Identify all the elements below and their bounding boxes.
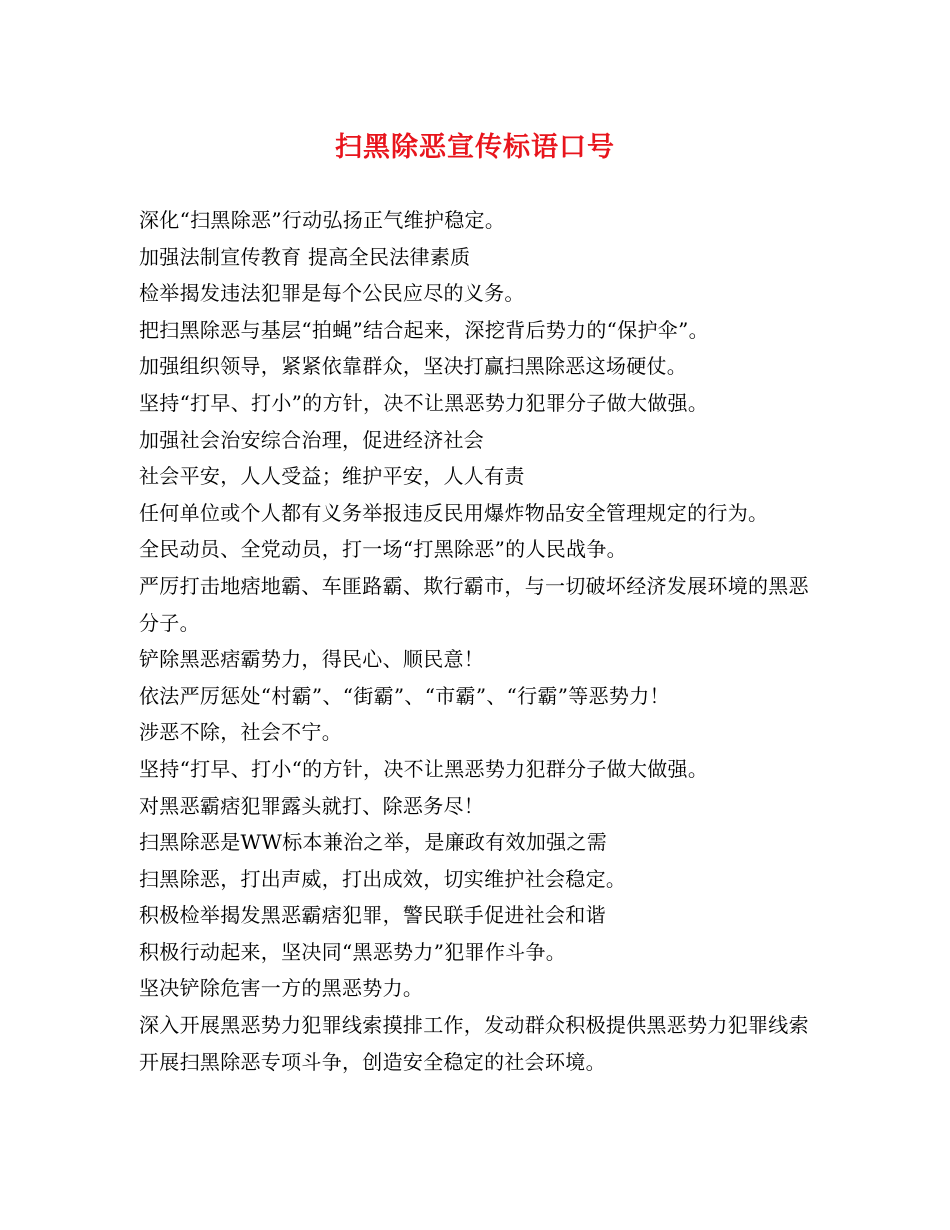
- slogan-line: 加强社会治安综合治理，促进经济社会: [139, 427, 485, 452]
- slogan-line: 加强组织领导，紧紧依靠群众，坚决打赢扫黑除恶这场硬仗。: [139, 354, 688, 379]
- slogan-line: 严厉打击地痞地霸、车匪路霸、欺行霸市，与一切破坏经济发展环境的黑恶分子。: [139, 573, 809, 635]
- slogan-line: 深化“扫黑除恶”行动弘扬正气维护稳定。: [139, 208, 506, 232]
- slogan-line: 社会平安，人人受益；维护平安，人人有责: [139, 464, 525, 489]
- slogan-line: 依法严厉惩处“村霸”、“街霸”、“市霸”、“行霸”等恶势力！: [139, 683, 670, 708]
- slogan-line: 坚持“打早、打小”的方针，决不让黑恶势力犯罪分子做大做强。: [139, 390, 709, 415]
- slogan-line: 全民动员、全党动员，打一场“打黑除恶”的人民战争。: [139, 537, 627, 562]
- slogan-line: 对黑恶霸痞犯罪露头就打、除恶务尽！: [139, 793, 485, 818]
- slogan-line: 扫黑除恶是WW标本兼治之举，是廉政有效加强之需: [139, 830, 608, 855]
- slogan-line: 检举揭发违法犯罪是每个公民应尽的义务。: [139, 281, 525, 306]
- slogan-line: 开展扫黑除恶专项斗争，创造安全稳定的社会环境。: [139, 1049, 606, 1074]
- slogan-list: [139, 202, 829, 1080]
- slogan-line: 把扫黑除恶与基层“拍蝇”结合起来，深挖背后势力的“保护伞”。: [139, 317, 709, 342]
- slogan-line: 深入开展黑恶势力犯罪线索摸排工作，发动群众积极提供黑恶势力犯罪线索: [139, 1013, 809, 1038]
- slogan-line: 扫黑除恶，打出声威，打出成效，切实维护社会稳定。: [139, 866, 627, 891]
- slogan-line: 任何单位或个人都有义务举报违反民用爆炸物品安全管理规定的行为。: [139, 500, 769, 525]
- document-title: 扫黑除恶宣传标语口号: [335, 132, 615, 163]
- slogan-line: 积极检举揭发黑恶霸痞犯罪，警民联手促进社会和谐: [139, 903, 606, 928]
- slogan-line: 加强法制宣传教育 提高全民法律素质: [139, 244, 471, 269]
- slogan-line: 积极行动起来，坚决同“黑恶势力”犯罪作斗争。: [139, 939, 567, 964]
- slogan-line: 坚决铲除危害一方的黑恶势力。: [139, 976, 424, 1001]
- slogan-line: 铲除黑恶痞霸势力，得民心、顺民意！: [139, 647, 485, 672]
- slogan-line: 坚持“打早、打小“的方针，决不让黑恶势力犯群分子做大做强。: [139, 756, 709, 781]
- slogan-line: 涉恶不除，社会不宁。: [139, 720, 342, 745]
